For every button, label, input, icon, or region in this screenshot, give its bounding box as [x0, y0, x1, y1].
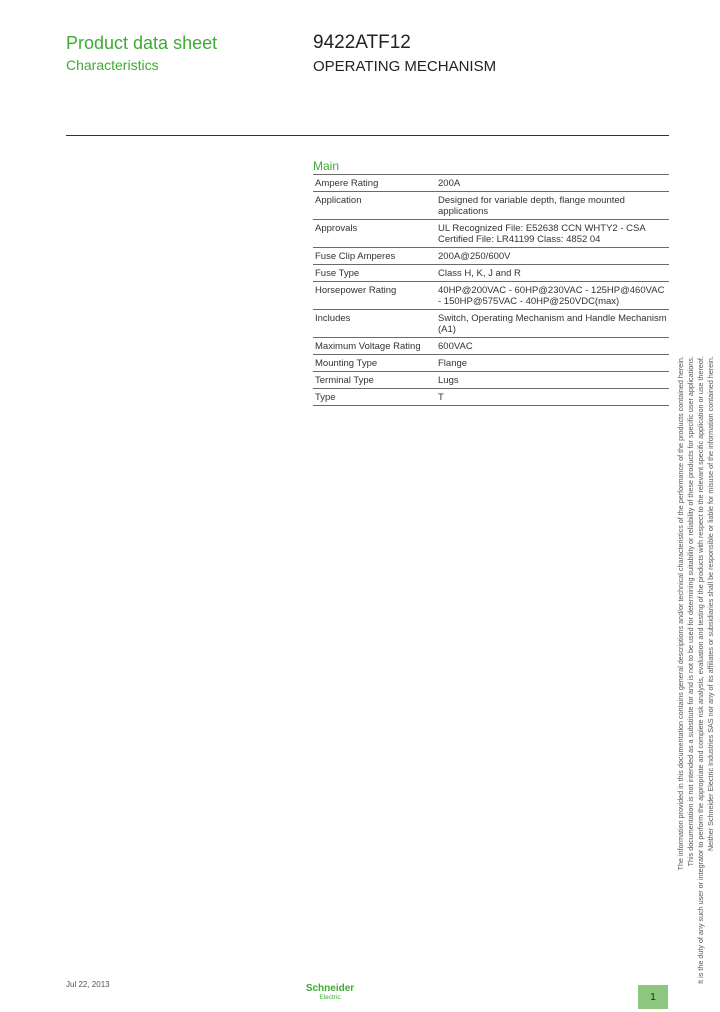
- spec-value: 600VAC: [436, 338, 669, 355]
- disclaimer-block: [676, 350, 716, 990]
- spec-value: UL Recognized File: E52638 CCN WHTY2 - CSA Certified File: LR41199 Class: 4852 04: [436, 220, 669, 248]
- logo-subtext: Electric: [319, 994, 341, 1001]
- disclaimer-line: It is the duty of any such user or integrator to perform the appropriate and complete risk analysis, evaluation and testing of the products with respect to the relevant specific application or use thereof.: [696, 356, 705, 984]
- spec-table: [313, 174, 669, 406]
- table-row: [313, 310, 669, 338]
- table-row: [313, 265, 669, 282]
- spec-label: Type: [313, 389, 436, 406]
- disclaimer-line: The information provided in this documentation contains general descriptions and/or technical characteristics of the performance of the products contained herein.: [676, 356, 685, 871]
- spec-value: Flange: [436, 355, 669, 372]
- spec-value: Switch, Operating Mechanism and Handle Mechanism (A1): [436, 310, 669, 338]
- table-row: [313, 372, 669, 389]
- header-right: [313, 32, 496, 76]
- table-row: [313, 220, 669, 248]
- header-left: [66, 32, 217, 74]
- table-row: [313, 248, 669, 265]
- spec-value: 200A@250/600V: [436, 248, 669, 265]
- table-row: [313, 175, 669, 192]
- table-row: [313, 338, 669, 355]
- spec-value: T: [436, 389, 669, 406]
- disclaimer-line: This documentation is not intended as a substitute for and is not to be used for determining suitability or reliability of these products for specific user applications.: [686, 356, 695, 867]
- product-description: OPERATING MECHANISM: [313, 58, 497, 75]
- spec-label: Fuse Type: [313, 265, 436, 282]
- spec-label: Includes: [313, 310, 436, 338]
- section-title: Main: [313, 159, 340, 173]
- disclaimer-line: Neither Schneider Electric Industries SAS nor any of its affiliates or subsidiaries shall be responsible or liable for misuse of the information contained herein.: [706, 356, 715, 852]
- table-row: [313, 192, 669, 220]
- footer-date: Jul 22, 2013: [66, 980, 110, 989]
- spec-value: Designed for variable depth, flange mounted applications: [436, 192, 669, 220]
- logo-name: Schneider: [305, 983, 355, 994]
- spec-label: Fuse Clip Amperes: [313, 248, 436, 265]
- table-row: [313, 355, 669, 372]
- brand-logo: [300, 983, 360, 1001]
- spec-label: Mounting Type: [313, 355, 436, 372]
- spec-value: Class H, K, J and R: [436, 265, 669, 282]
- spec-label: Approvals: [313, 220, 436, 248]
- product-reference: 9422ATF12: [313, 32, 411, 53]
- doc-subtitle: Characteristics: [66, 57, 159, 73]
- table-row: [313, 282, 669, 310]
- header-divider: [66, 135, 669, 136]
- spec-label: Terminal Type: [313, 372, 436, 389]
- spec-value: 200A: [436, 175, 669, 192]
- doc-title: Product data sheet: [66, 33, 218, 53]
- spec-label: Ampere Rating: [313, 175, 436, 192]
- spec-label: Horsepower Rating: [313, 282, 436, 310]
- page-number: 1: [638, 985, 668, 1009]
- spec-label: Application: [313, 192, 436, 220]
- spec-value: Lugs: [436, 372, 669, 389]
- spec-label: Maximum Voltage Rating: [313, 338, 436, 355]
- table-row: [313, 389, 669, 406]
- spec-value: 40HP@200VAC - 60HP@230VAC - 125HP@460VAC - 150HP@575VAC - 40HP@250VDC(max): [436, 282, 669, 310]
